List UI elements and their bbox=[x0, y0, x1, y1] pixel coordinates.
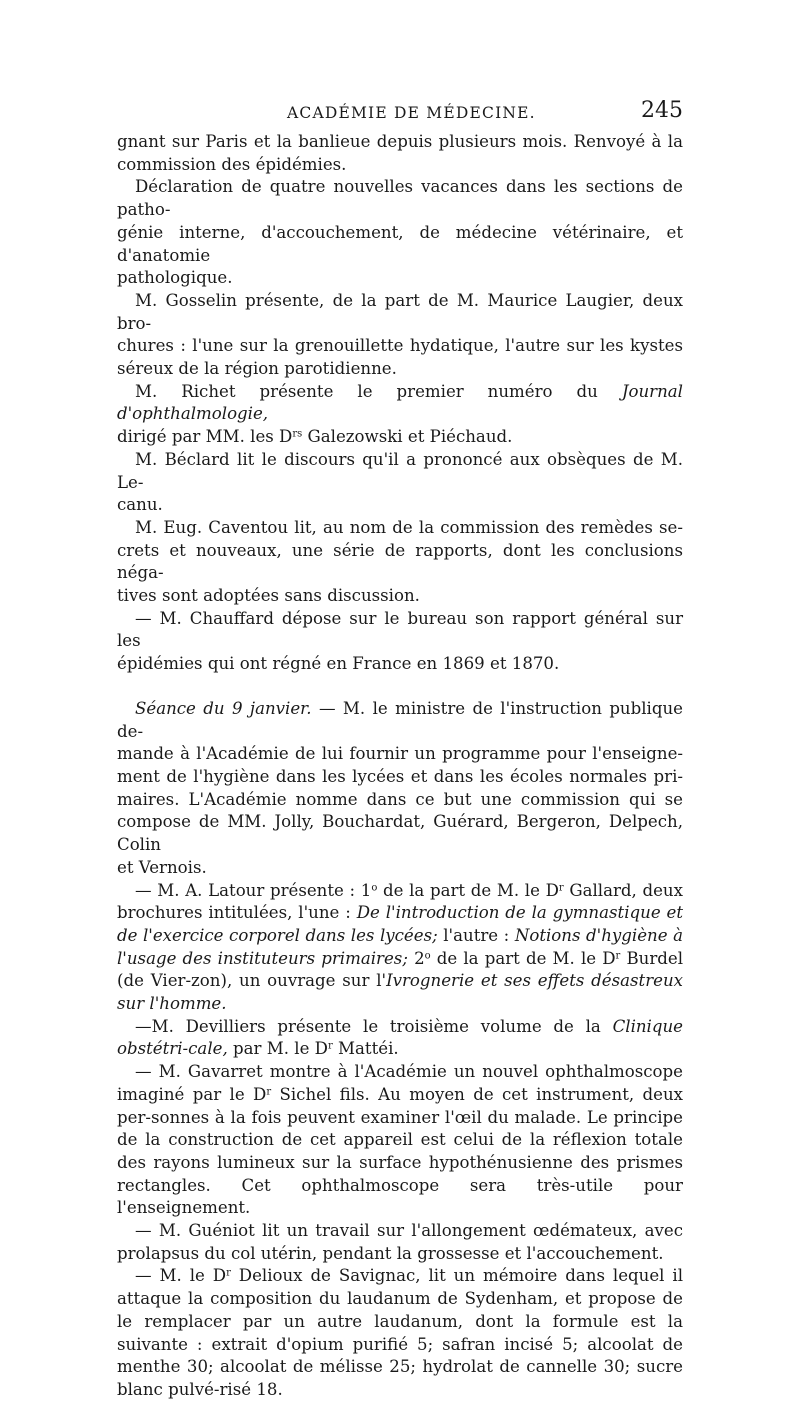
paragraph-renvoye: gnant sur Paris et la banlieue depuis plusieurs mois. Renvoyé à la bbox=[117, 132, 683, 151]
paragraph-richet: M. Richet présente le premier numéro du Journal d'ophthalmologie, bbox=[117, 381, 683, 424]
paragraph-gavarret: — M. Gavarret montre à l'Académie un nouvel ophthalmoscope imaginé par le $D^r$ Sichel fils. Au moyen de cet instrument, deux per-sonnes à la fois peuvent examiner l'œil du malade. Le principe de la construction de cet appareil est celui de la réflexion totale des rayons lumineux sur la surface hypothénusienne des prismes rectangles. Cet ophthalmoscope sera très-utile pour l'enseignement. bbox=[117, 1062, 683, 1218]
paragraph-seance-l4: maires. L'Académie nomme dans ce but une commission qui se bbox=[117, 789, 683, 809]
latour-title-1: De l'introduction de la gymnastique et de l'exercice corporel dans les lycées; bbox=[117, 903, 684, 945]
seance-date: Séance du 9 janvier. bbox=[135, 698, 312, 718]
paragraph-delioux: — M. le $D^r$ Delioux de Savignac, lit un mémoire dans lequel il attaque la composition du laudanum de Sydenham, et propose de le remplacer par un autre laudanum, dont la formule est la suivante : extrait d'opium purifié 5; safran incisé 5; alcoolat de menthe 30; alcoolat de mélisse 25; hydrolat de cannelle 30; sucre blanc pulvé-risé 18. bbox=[117, 1266, 683, 1399]
paragraph-caventou: M. Eug. Caventou lit, au nom de la commission des remèdes se- bbox=[135, 517, 683, 537]
paragraph-beclard-l2: canu. bbox=[117, 495, 163, 515]
paragraph-renvoye-end: commission des épidémies. bbox=[117, 154, 347, 174]
paragraph-seance-l5: compose de MM. Jolly, Bouchardat, Guérard, Bergeron, Delpech, Colin bbox=[117, 812, 683, 855]
paragraph-declaration-l3: pathologique. bbox=[117, 268, 233, 288]
paragraph-gueniot: — M. Guéniot lit un travail sur l'allongement œdémateux, avec prolapsus du col utérin, pendant la grossesse et l'accouchement. bbox=[117, 1221, 683, 1263]
paragraph-gosselin: M. Gosselin présente, de la part de M. Maurice Laugier, deux bro- bbox=[117, 290, 683, 333]
paragraph-richet-l2: dirigé par MM. les $D^{rs}$ Galezowski et Piéchaud. bbox=[117, 427, 513, 447]
paragraph-chauffard: — M. Chauffard dépose sur le bureau son rapport général sur les bbox=[117, 608, 683, 651]
devilliers-title: Clinique obstétri-cale, bbox=[117, 1016, 683, 1059]
paragraph-seance-l6: et Vernois. bbox=[117, 857, 207, 877]
paragraph-seance-l3: ment de l'hygiène dans les lycées et dans les écoles normales pri- bbox=[117, 766, 683, 786]
paragraph-gosselin-l2: chures : l'une sur la grenouillette hydatique, l'autre sur les kystes bbox=[117, 336, 683, 356]
paragraph-seance: Séance du 9 janvier. — M. le ministre de l'instruction publique de- bbox=[117, 698, 683, 741]
paragraph-declaration-l2: génie interne, d'accouchement, de médecine vétérinaire, et d'anatomie bbox=[117, 222, 683, 265]
paragraph-latour: — M. A. Latour présente : 1$^o$ de la part de M. le $D^r$ Gallard, deux brochures intitulées, l'une : De l'introduction de la gymnastique et de l'exercice corporel dans les lycées; l'autre : Notions d'hygiène à l'usage des instituteurs primaires; 2$^o$ de la part de M. le $D^r$ Burdel (de Vier-zon), un ouvrage sur l'Ivrognerie et ses effets désastreux sur l'homme. bbox=[117, 880, 684, 1014]
page-body bbox=[117, 131, 683, 1402]
page-number: 245 bbox=[641, 98, 683, 123]
paragraph-caventou-l2: crets et nouveaux, une série de rapports, dont les conclusions néga- bbox=[117, 540, 683, 583]
latour-title-2: Notions d'hygiène à l'usage des instituteurs primaires; bbox=[117, 925, 683, 968]
latour-title-3: Ivrognerie et ses effets désastreux sur l'homme. bbox=[117, 971, 683, 1014]
paragraph-gosselin-l3: séreux de la région parotidienne. bbox=[117, 359, 397, 379]
paragraph-chauffard-l2: épidémies qui ont régné en France en 1869 et 1870. bbox=[117, 654, 560, 674]
paragraph-beclard: M. Béclard lit le discours qu'il a prononcé aux obsèques de M. Le- bbox=[117, 449, 683, 492]
paragraph-caventou-l3: tives sont adoptées sans discussion. bbox=[117, 586, 420, 606]
journal-title: Journal d'ophthalmologie, bbox=[117, 381, 683, 424]
paragraph-devilliers: —M. Devilliers présente le troisième volume de la Clinique obstétri-cale, par M. le $D^r$ Mattéi. bbox=[117, 1016, 683, 1059]
paragraph-seance-l2: mande à l'Académie de lui fournir un programme pour l'enseigne- bbox=[117, 744, 683, 764]
paragraph-declaration: Déclaration de quatre nouvelles vacances dans les sections de patho- bbox=[117, 177, 683, 220]
page-header bbox=[117, 98, 683, 128]
running-title: ACADÉMIE DE MÉDECINE. bbox=[287, 104, 536, 122]
